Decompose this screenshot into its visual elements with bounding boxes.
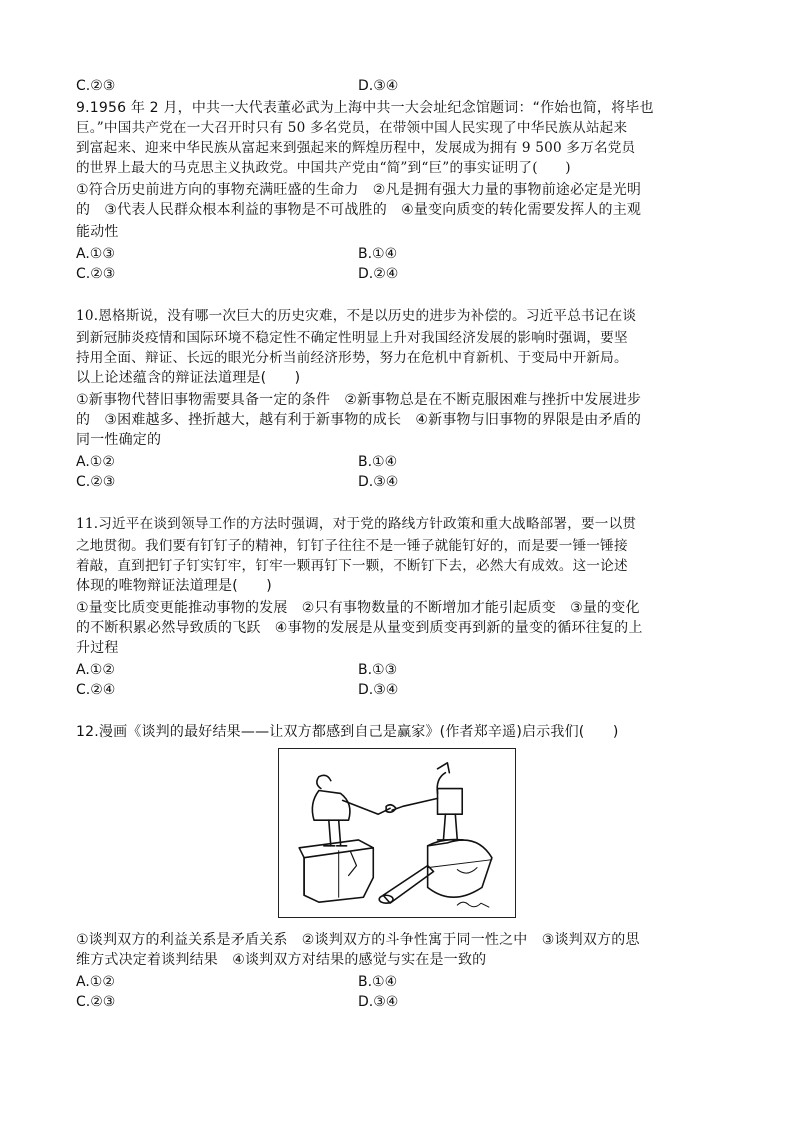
q12-line-2: 维方式决定着谈判结果 ④谈判双方对结果的感觉与实在是一致的 [76, 952, 487, 968]
q11-option-a: A.①② [76, 662, 115, 678]
q9-option-c: C.②③ [76, 266, 116, 282]
q11-line-5: ①量变比质变更能推动事物的发展 ②只有事物数量的不断增加才能引起质变 ③量的变化 [76, 600, 640, 616]
q10-line-3: 持用全面、辩证、长远的眼光分析当前经济形势，努力在危机中育新机、于变局中开新局。 [76, 350, 628, 366]
q11-line-4: 体现的唯物辩证法道理是( ) [76, 578, 272, 594]
q11-line-3: 着敲，直到把钉子钉实钉牢，钉牢一颗再钉下一颗，不断钉下去，必然大有成效。这一论述 [76, 558, 628, 574]
q12-option-c: C.②③ [76, 994, 116, 1010]
q11-line-7: 升过程 [76, 640, 119, 656]
q11-option-b: B.①③ [358, 662, 398, 678]
q9-line-1: 9.1956 年 2 月，中共一大代表董必武为上海中共一大会址纪念馆题词：“作始也简，将毕也 [76, 100, 654, 116]
q9-line-6: 的 ③代表人民群众根本利益的事物是不可战胜的 ④量变向质变的转化需要发挥人的主观 [76, 202, 642, 218]
q12-line-1: ①谈判双方的利益关系是矛盾关系 ②谈判双方的斗争性寓于同一性之中 ③谈判双方的思 [76, 932, 640, 948]
q11-line-1: 11.习近平在谈到领导工作的方法时强调，对于党的路线方针政策和重大战略部署，要一以贯 [76, 516, 637, 532]
q9-line-3: 到富起来、迎来中华民族从富起来到强起来的辉煌历程中，发展成为拥有 9 500 多万名党员 [76, 140, 636, 156]
q9-line-5: ①符合历史前进方向的事物充满旺盛的生命力 ②凡是拥有强大力量的事物前途必定是光明 [76, 182, 642, 198]
q9-line-7: 能动性 [76, 224, 119, 240]
q9-line-2: 巨。”中国共产党在一大召开时只有 50 多名党员，在带领中国人民实现了中华民族从站起来 [76, 120, 628, 136]
q10-line-1: 10.恩格斯说，没有哪一次巨大的历史灾难，不是以历史的进步为补偿的。习近平总书记在谈 [76, 308, 637, 324]
q10-option-a: A.①② [76, 454, 115, 470]
q12-option-a: A.①② [76, 974, 115, 990]
q11-line-6: 的不断积累必然导致质的飞跃 ④事物的发展是从量变到质变再到新的量变的循环往复的上 [76, 620, 643, 636]
q9-option-a: A.①③ [76, 246, 115, 262]
q9-option-d: D.②④ [358, 266, 399, 282]
cartoon-drawing [279, 749, 515, 917]
q12-stem: 12.漫画《谈判的最好结果——让双方都感到自己是赢家》(作者郑辛遥)启示我们( ) [76, 724, 619, 740]
q8-option-c: C.②③ [76, 78, 116, 94]
q10-option-c: C.②③ [76, 474, 116, 490]
q8-option-d: D.③④ [358, 78, 399, 94]
q9-option-b: B.①④ [358, 246, 398, 262]
q11-option-d: D.③④ [358, 682, 399, 698]
q11-line-2: 之地贯彻。我们要有钉钉子的精神，钉钉子往往不是一锤子就能钉好的，而是要一锤一锤接 [76, 538, 628, 554]
negotiation-cartoon [278, 748, 516, 918]
q10-line-5: ①新事物代替旧事物需要具备一定的条件 ②新事物总是在不断克服困难与挫折中发展进步 [76, 392, 642, 408]
q12-option-b: B.①④ [358, 974, 398, 990]
q10-option-d: D.③④ [358, 474, 399, 490]
q9-line-4: 的世界上最大的马克思主义执政党。中国共产党由“简”到“巨”的事实证明了( ) [76, 160, 571, 176]
q10-option-b: B.①④ [358, 454, 398, 470]
q11-option-c: C.②④ [76, 682, 116, 698]
q10-line-6: 的 ③困难越多、挫折越大，越有利于新事物的成长 ④新事物与旧事物的界限是由矛盾的 [76, 412, 642, 428]
q10-line-2: 到新冠肺炎疫情和国际环境不稳定性不确定性明显上升对我国经济发展的影响时强调，要坚 [76, 330, 628, 346]
q10-line-7: 同一性确定的 [76, 432, 162, 448]
q12-option-d: D.③④ [358, 994, 399, 1010]
q10-line-4: 以上论述蕴含的辩证法道理是( ) [76, 370, 301, 386]
